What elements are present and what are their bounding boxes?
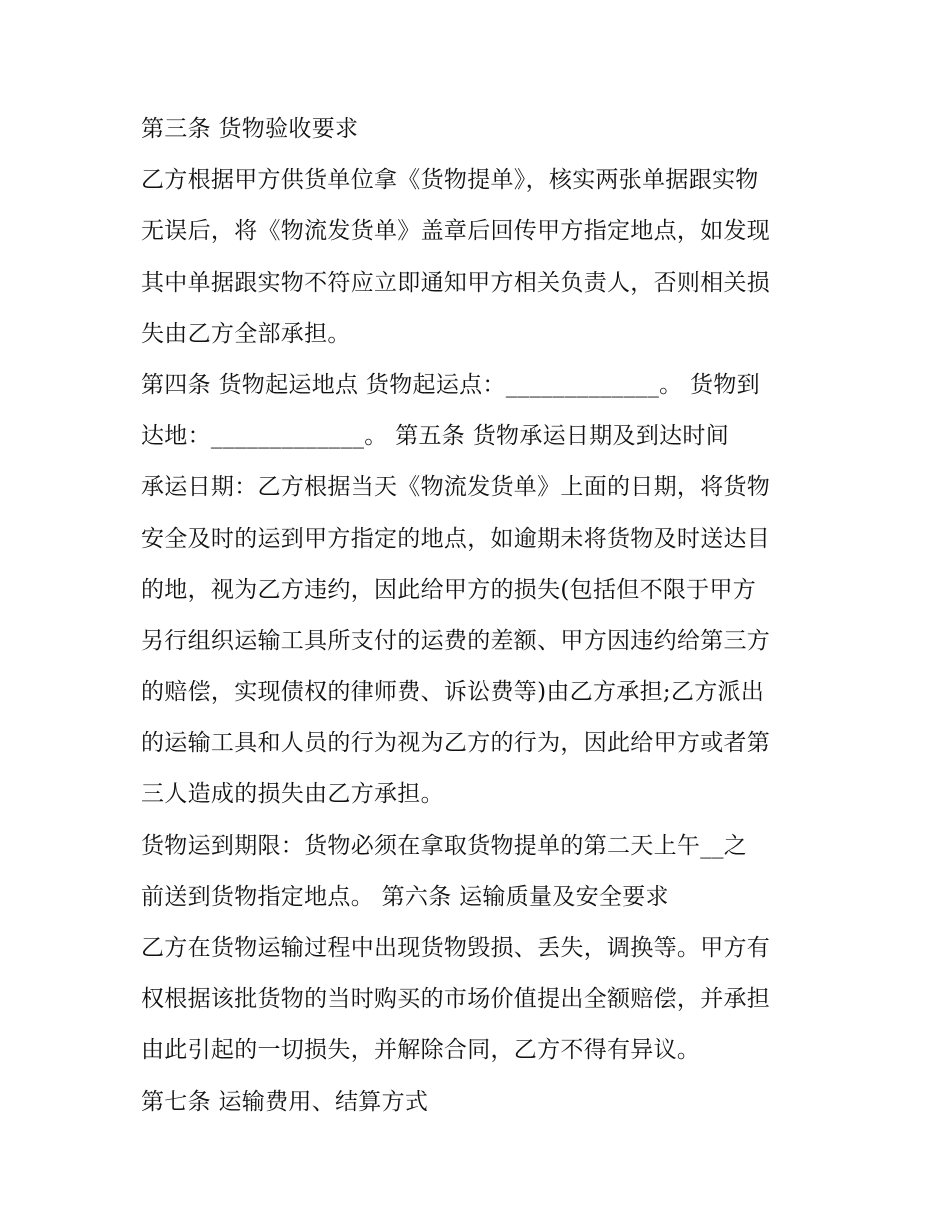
text-line: 货物运到期限：货物必须在拿取货物提单的第二天上午__之 <box>141 832 748 859</box>
text-line: 前送到货物指定地点。 第六条 运输质量及安全要求 <box>141 883 669 910</box>
text-line: 乙方根据甲方供货单位拿《货物提单》，核实两张单据跟实物 <box>141 167 759 194</box>
text-line: 第七条 运输费用、结算方式 <box>141 1088 429 1115</box>
text-line: 第四条 货物起运地点 货物起运点：_____________。 货物到 <box>141 371 760 398</box>
text-line: 由此引起的一切损失，并解除合同，乙方不得有异议。 <box>141 1037 701 1064</box>
text-line: 另行组织运输工具所支付的运费的差额、甲方因违约给第三方 <box>141 627 771 654</box>
text-line: 安全及时的运到甲方指定的地点，如逾期未将货物及时送达目 <box>141 525 771 552</box>
text-line: 的运输工具和人员的行为视为乙方的行为，因此给甲方或者第 <box>141 730 771 757</box>
text-line: 的地，视为乙方违约，因此给甲方的损失(包括但不限于甲方 <box>141 576 757 603</box>
text-line: 三人造成的损失由乙方承担。 <box>141 781 444 808</box>
text-line: 达地：_____________。 第五条 货物承运日期及到达时间 <box>141 423 730 450</box>
text-line: 承运日期：乙方根据当天《物流发货单》上面的日期，将货物 <box>141 474 771 501</box>
text-line: 的赔偿，实现债权的律师费、诉讼费等)由乙方承担;乙方派出 <box>141 679 765 706</box>
document-body <box>141 110 821 1134</box>
text-line: 权根据该批货物的当时购买的市场价值提出全额赔偿，并承担 <box>141 986 771 1013</box>
text-line: 乙方在货物运输过程中出现货物毁损、丢失，调换等。甲方有 <box>141 935 771 961</box>
text-line: 无误后，将《物流发货单》盖章后回传甲方指定地点，如发现 <box>141 218 771 245</box>
text-line: 其中单据跟实物不符应立即通知甲方相关负责人，否则相关损 <box>141 269 771 296</box>
text-line: 失由乙方全部承担。 <box>141 320 351 347</box>
text-line: 第三条 货物验收要求 <box>141 116 359 142</box>
